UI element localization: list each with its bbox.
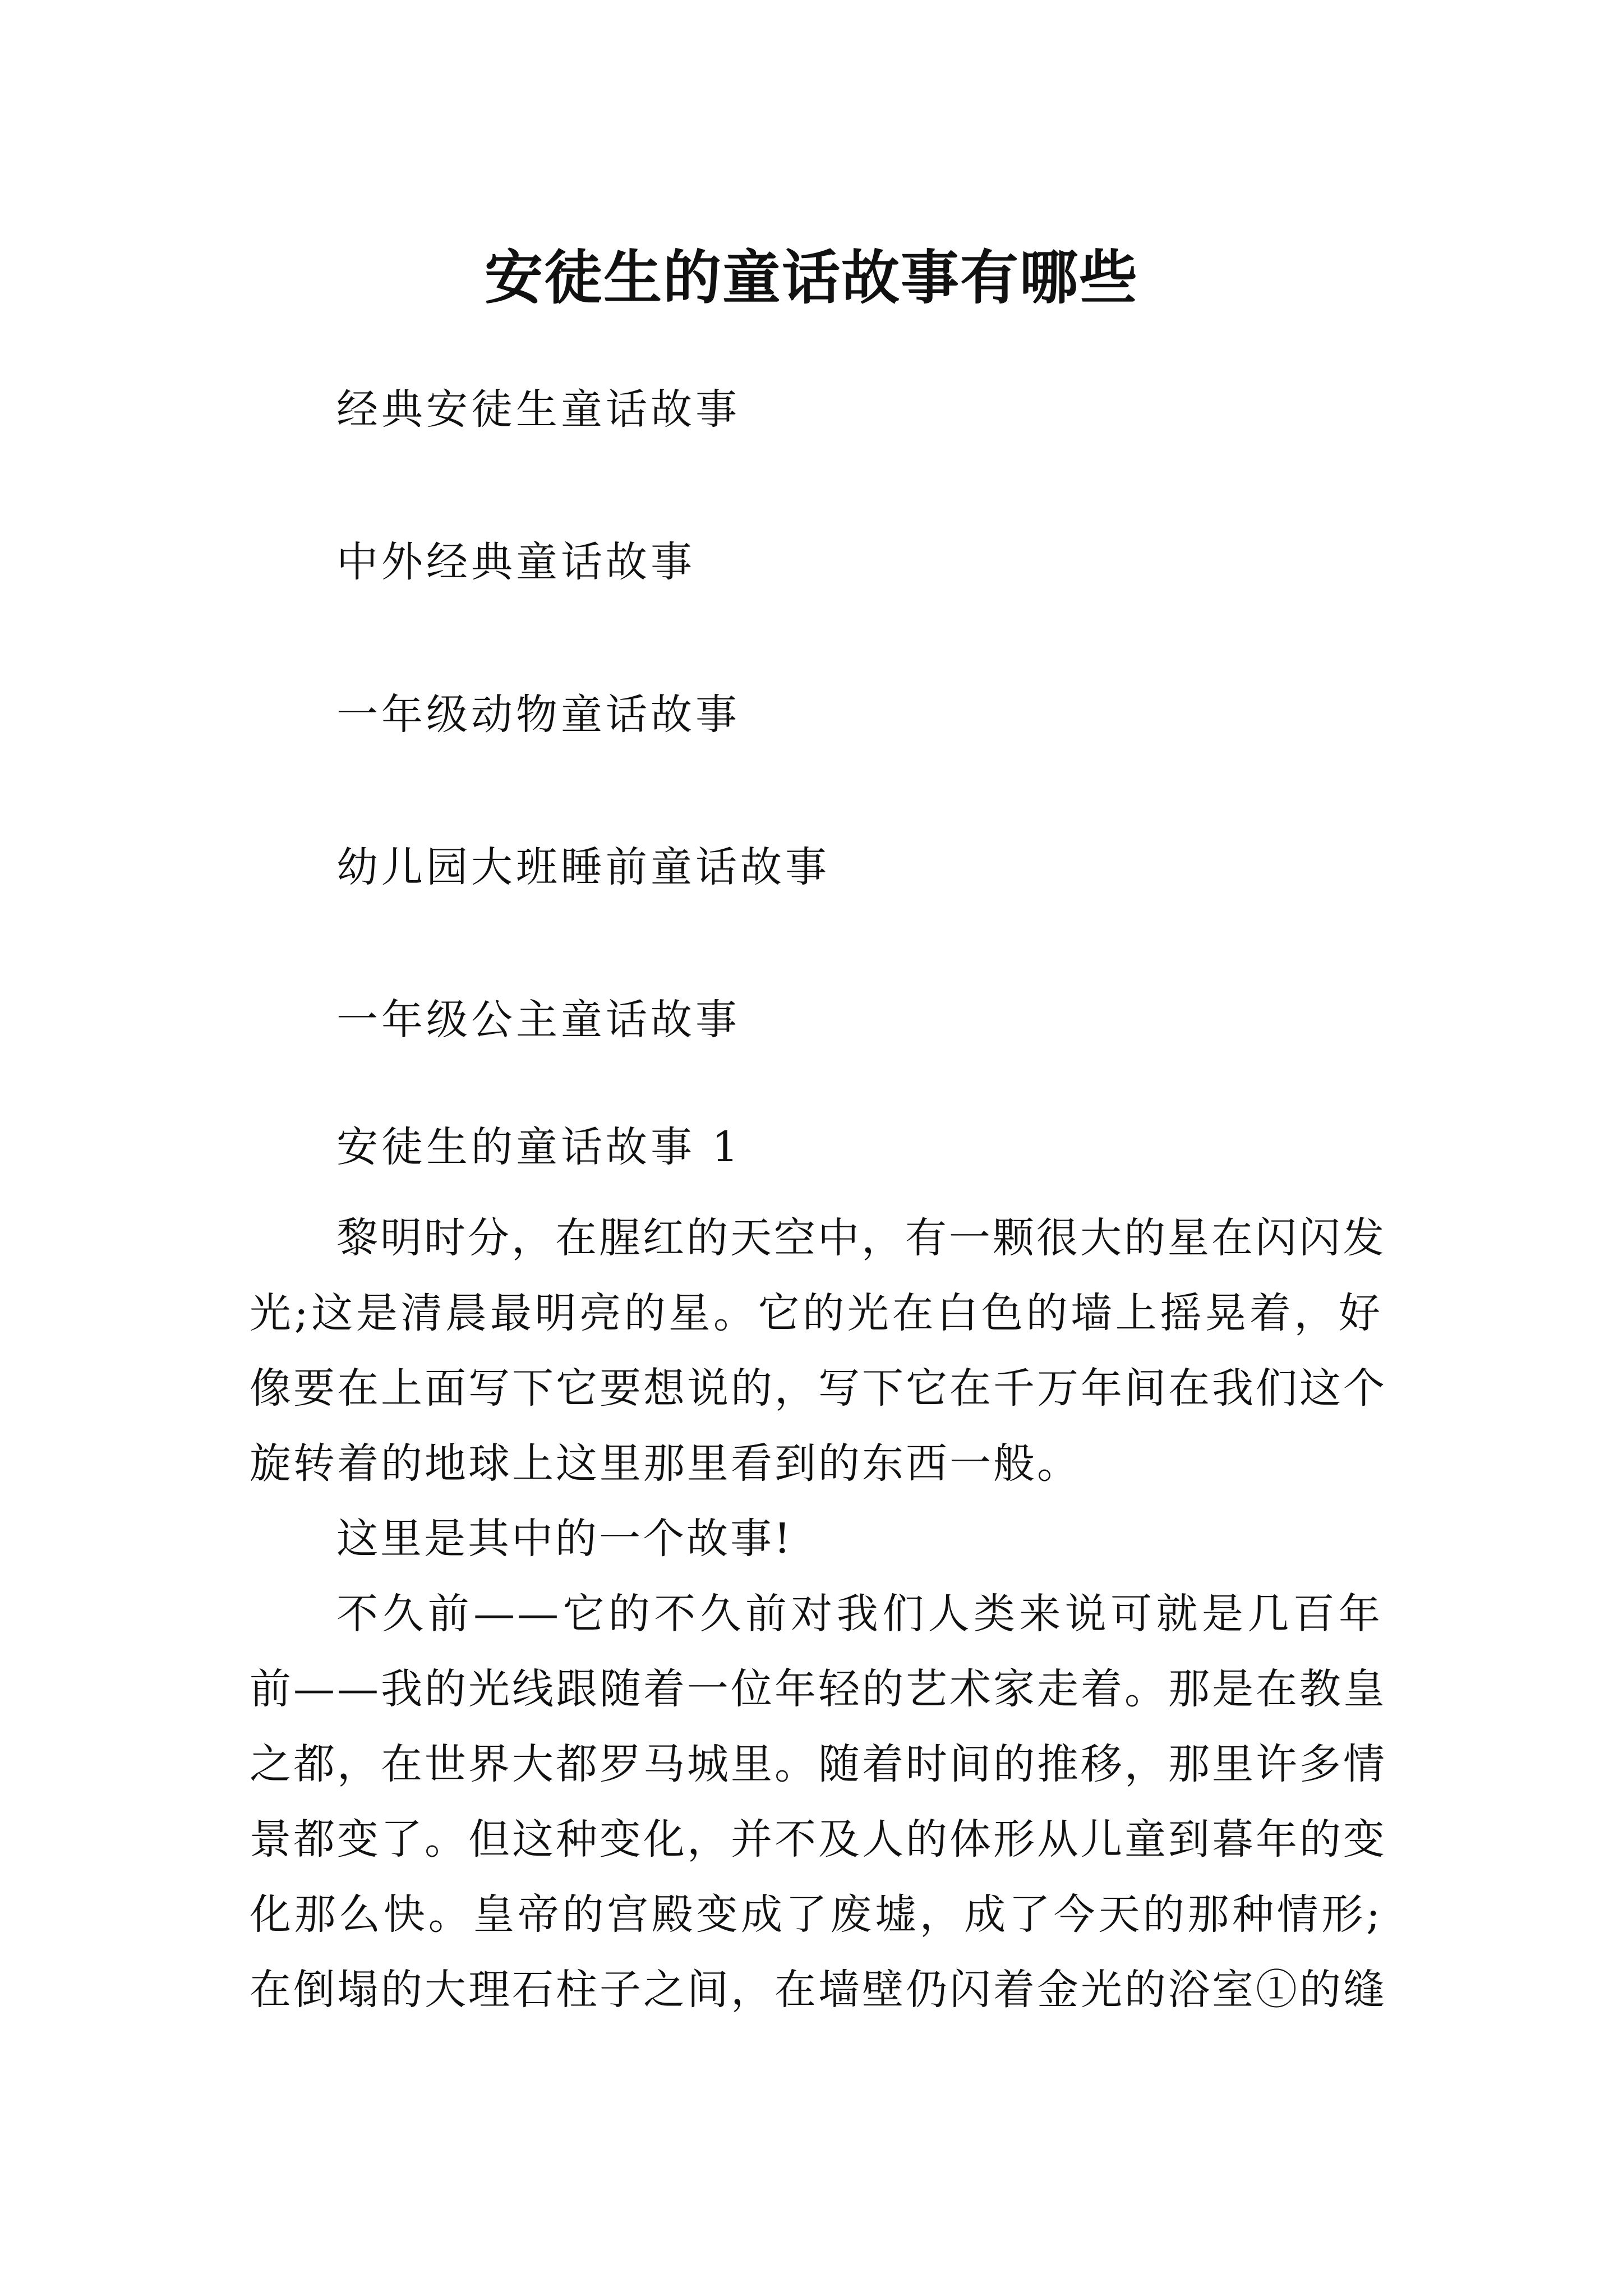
paragraph-line: 景都变了。但这种变化，并不及人的体形从儿童到暮年的变 (250, 1815, 1387, 1864)
toc-item: 中外经典童话故事 (336, 538, 695, 586)
paragraph-line: 这里是其中的一个故事! (336, 1515, 793, 1563)
table-of-contents (336, 381, 830, 1144)
toc-item: 一年级公主童话故事 (336, 996, 740, 1044)
paragraph-line: 黎明时分，在腥红的天空中，有一颗很大的星在闪闪发 (336, 1214, 1386, 1262)
story-body (250, 1200, 1387, 2027)
paragraph-line: 前——我的光线跟随着一位年轻的艺术家走着。那是在教皇 (250, 1665, 1387, 1713)
paragraph-line: 化那么快。皇帝的宫殿变成了废墟，成了今天的那种情形; (250, 1890, 1382, 1939)
toc-item: 经典安徒生童话故事 (336, 385, 740, 434)
paragraph-line: 旋转着的地球上这里那里看到的东西一般。 (250, 1439, 1081, 1488)
paragraph-line: 在倒塌的大理石柱子之间，在墙壁仍闪着金光的浴室①的缝 (250, 1966, 1387, 2014)
paragraph-line: 不久前——它的不久前对我们人类来说可就是几百年 (336, 1590, 1382, 1638)
toc-item: 一年级动物童话故事 (336, 691, 740, 739)
paragraph-line: 光;这是清晨最明亮的星。它的光在白色的墙上摇晃着，好 (250, 1289, 1382, 1337)
paragraph-line: 之都，在世界大都罗马城里。随着时间的推移，那里许多情 (250, 1740, 1387, 1788)
section-heading: 安徒生的童话故事 1 (336, 1123, 742, 1171)
toc-item: 幼儿园大班睡前童话故事 (336, 843, 830, 891)
document-title: 安徒生的童话故事有哪些 (484, 242, 1138, 312)
paragraph-line: 像要在上面写下它要想说的，写下它在千万年间在我们这个 (250, 1364, 1387, 1412)
